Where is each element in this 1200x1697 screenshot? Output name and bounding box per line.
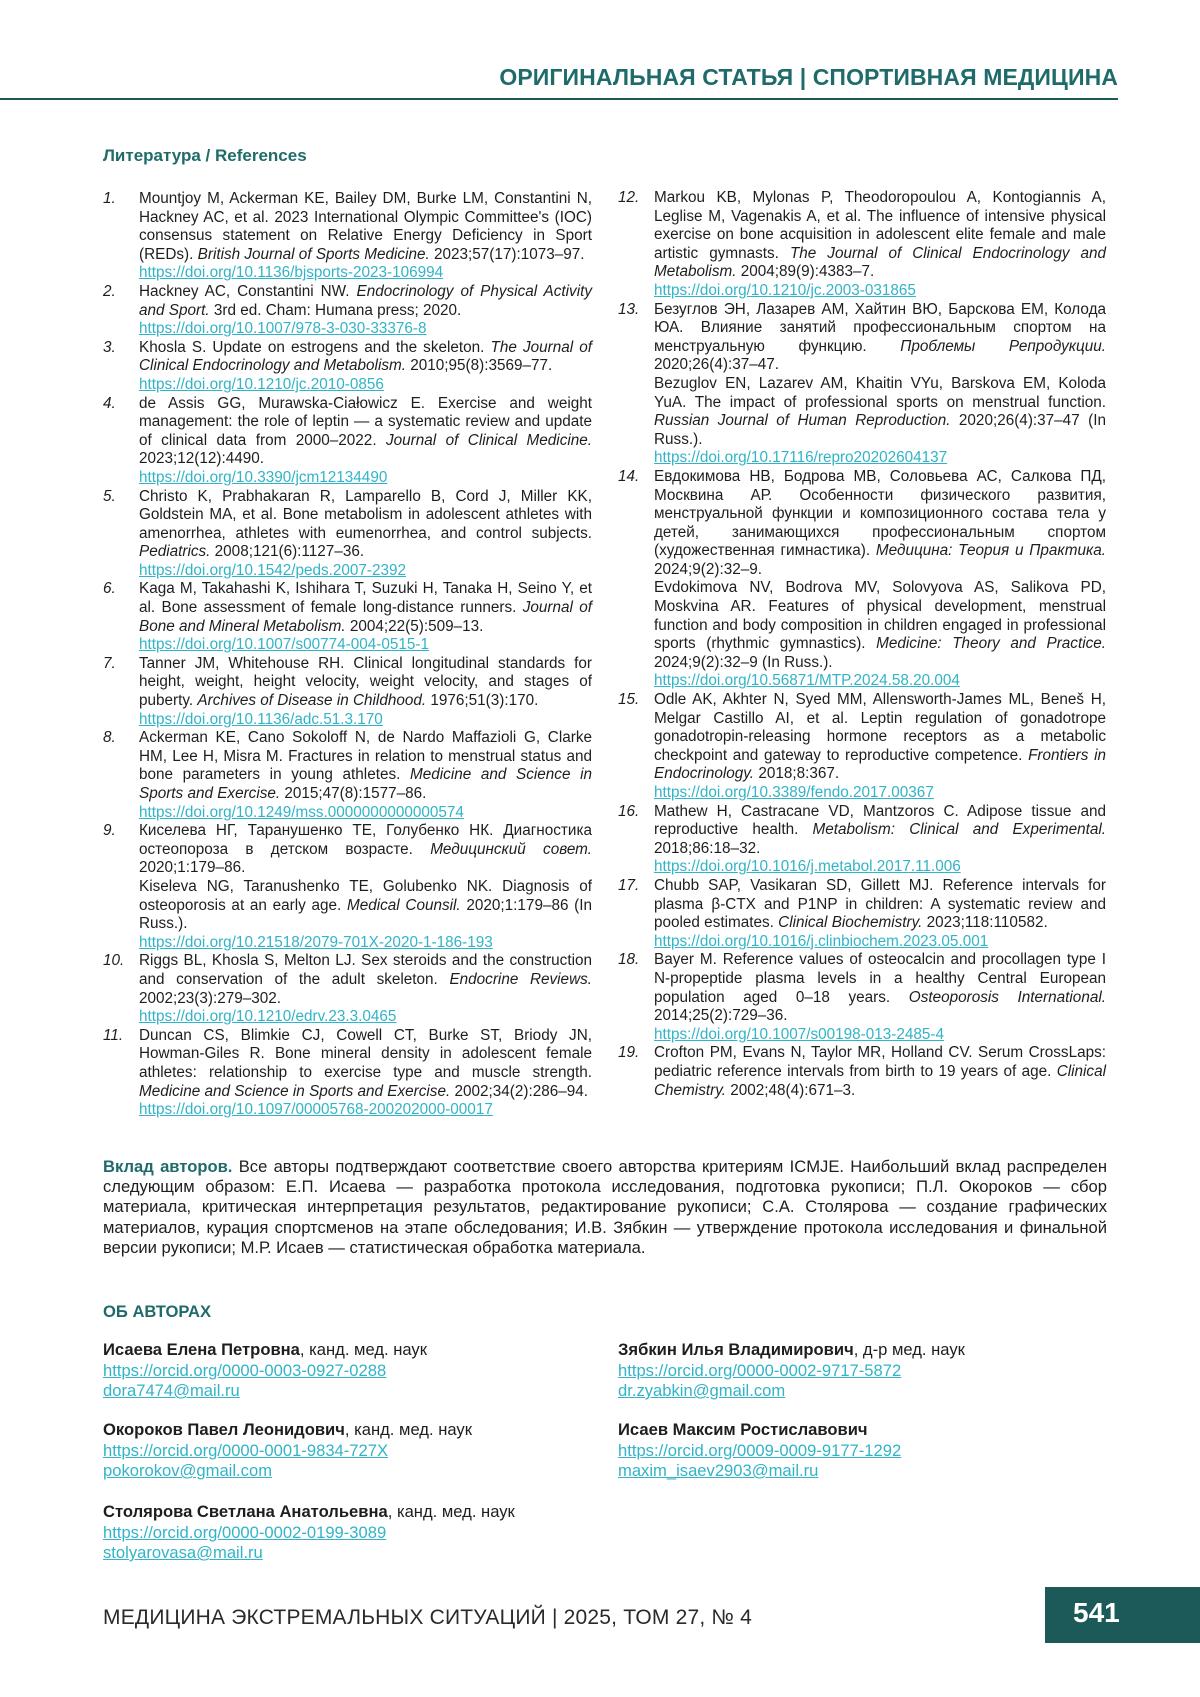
reference-doi-link[interactable]: https://doi.org/10.1249/mss.0000000000000574: [139, 803, 464, 821]
reference-doi-link[interactable]: https://doi.org/10.17116/repro20202604137: [654, 449, 948, 467]
author-contribution: [103, 1157, 1107, 1258]
reference-journal: Russian Journal of Human Reproduction.: [654, 412, 951, 430]
reference-text: [139, 580, 592, 636]
reference-item: [103, 580, 592, 654]
reference-doi-link[interactable]: https://doi.org/10.1136/adc.51.3.170: [139, 710, 383, 728]
reference-text: [139, 283, 592, 320]
page-header: [0, 58, 1118, 100]
author-degree: , канд. мед. наук: [299, 1340, 427, 1359]
reference-number: 13.: [618, 300, 640, 318]
reference-authors-title: Markou KB, Mylonas P, Theodoropoulou A, Kontogiannis A, Leglise M, Vagenakis A, et al. The influence of intensive physical exercise on bone acquisition in adolescent elite female and male artistic gymnasts.: [654, 189, 1106, 262]
author-card: [103, 1340, 427, 1402]
reference-details: 2014;25(2):729–36.: [654, 1007, 788, 1025]
reference-doi-line: [139, 320, 592, 339]
reference-number: 8.: [103, 729, 116, 747]
reference-doi-line: [139, 264, 592, 283]
footer-journal-title: МЕДИЦИНА ЭКСТРЕМАЛЬНЫХ СИТУАЦИЙ | 2025, ТОМ 27, № 4: [103, 1606, 753, 1629]
reference-doi-link[interactable]: https://doi.org/10.1542/peds.2007-2392: [139, 561, 407, 579]
reference-doi-link[interactable]: https://doi.org/10.1007/978-3-030-33376-8: [139, 320, 427, 338]
reference-text: [139, 729, 592, 803]
author-orcid-link[interactable]: https://orcid.org/0000-0002-0199-3089: [103, 1522, 387, 1542]
reference-doi-line: [654, 784, 1106, 803]
author-name: Зябкин Илья Владимирович: [618, 1340, 854, 1359]
author-email-link[interactable]: pokorokov@gmail.com: [103, 1461, 273, 1480]
reference-doi-line: [139, 711, 592, 730]
reference-authors-title: Kaga M, Takahashi K, Ishihara T, Suzuki H, Tanaka H, Seino Y, et al. Bone assessment of female long-distance runners.: [139, 580, 592, 617]
reference-doi-line: [139, 1101, 592, 1120]
references-heading: Литература / References: [103, 146, 307, 165]
reference-doi-link[interactable]: https://doi.org/10.1210/jc.2003-031865: [654, 281, 916, 299]
reference-journal: Medicine and Science in Sports and Exercise.: [139, 1082, 451, 1100]
author-name: Исаева Елена Петровна: [103, 1340, 300, 1359]
contribution-text: Все авторы подтверждают соответствие своего авторства критериям ICMJE. Наибольший вклад распределен следующим образом: Е.П. Исаева — разработка протокола исследования, подготовка рукописи; П.Л. Окороков — сбор материала, критическая интерпретация результатов, редактирование рукописи; С.А. Столярова — создание графических материалов, курация спортсменов на этапе обследования; И.В. Зябкин — утверждение протокола исследования и финальной версии рукописи; М.Р. Исаев — статистическая обработка материала.: [103, 1157, 1107, 1257]
reference-number: 18.: [618, 951, 640, 969]
references-column-left: [103, 190, 592, 1120]
reference-number: 12.: [618, 189, 640, 206]
reference-item: [618, 691, 1106, 803]
reference-number: 5.: [103, 487, 116, 505]
reference-doi-line: [139, 934, 592, 953]
reference-number: 14.: [618, 467, 640, 485]
reference-authors-title: Киселева НГ, Таранушенко ТЕ, Голубенко НК. Диагностика остеопороза в детском возрасте.: [139, 822, 592, 858]
reference-text: [654, 951, 1106, 1025]
reference-doi-line: [139, 636, 592, 655]
reference-details: 2008;121(6):1127–36.: [214, 543, 365, 561]
reference-doi-link[interactable]: https://doi.org/10.1016/j.metabol.2017.11.006: [654, 858, 961, 876]
reference-doi-link[interactable]: https://doi.org/10.1210/jc.2010-0856: [139, 375, 384, 393]
reference-doi-link[interactable]: https://doi.org/10.3390/jcm12134490: [139, 468, 388, 486]
reference-text: [654, 803, 1106, 859]
reference-authors-title: Kiseleva NG, Taranushenko TE, Golubenko NK. Diagnosis of osteoporosis at an early age.: [139, 877, 592, 914]
reference-doi-line: [139, 562, 592, 581]
reference-doi-line: [654, 449, 1106, 468]
reference-item: [103, 729, 592, 822]
reference-details: 2020;1:179–86.: [139, 859, 246, 877]
reference-number: 9.: [103, 822, 116, 840]
reference-text: [139, 952, 592, 1008]
reference-authors-title: Riggs BL, Khosla S, Melton LJ. Sex steroids and the construction and conservation of the adult skeleton.: [139, 952, 592, 988]
reference-journal: The Journal of Clinical Endocrinology and Metabolism.: [139, 338, 592, 375]
reference-doi-line: [654, 858, 1106, 877]
reference-number: 2.: [103, 282, 116, 300]
reference-number: 4.: [103, 394, 116, 412]
reference-item: [618, 1044, 1106, 1100]
reference-text: [654, 877, 1106, 933]
reference-journal: Endocrinology of Physical Activity and Sport.: [139, 282, 592, 319]
reference-authors-title: Безуглов ЭН, Лазарев АМ, Хайтин ВЮ, Барскова ЕМ, Колода ЮА. Влияние занятий профессиональным спортом на менструальную функцию.: [654, 300, 1106, 355]
reference-doi-line: [654, 933, 1106, 952]
author-card: [618, 1420, 901, 1482]
reference-journal: Медицина: Теория и Практика.: [875, 542, 1106, 560]
reference-doi-line: [139, 469, 592, 488]
author-degree: , д-р мед. наук: [853, 1340, 965, 1359]
reference-details: 2015;47(8):1577–86.: [284, 785, 427, 802]
reference-doi-link[interactable]: https://doi.org/10.1007/s00198-013-2485-4: [654, 1025, 945, 1043]
author-card: [103, 1502, 515, 1564]
reference-translation: [654, 579, 1106, 672]
reference-text: [139, 1027, 592, 1101]
reference-doi-line: [139, 804, 592, 823]
reference-translation: [139, 878, 592, 934]
reference-number: 16.: [618, 802, 640, 820]
reference-item: [618, 803, 1106, 877]
reference-journal: Journal of Bone and Mineral Metabolism.: [139, 599, 592, 635]
reference-number: 10.: [103, 952, 125, 970]
reference-item: [618, 951, 1106, 1044]
reference-number: 11.: [103, 1026, 124, 1044]
reference-authors-title: Mountjoy M, Ackerman KE, Bailey DM, Burke LM, Constantini N, Hackney AC, et al. 2023 International Olympic Committee's (IOC) consensus statement on Relative Energy Deficiency in Sport (REDs).: [139, 190, 592, 263]
reference-doi-link[interactable]: https://doi.org/10.1097/00005768-200202000-00017: [139, 1101, 493, 1119]
reference-text: [654, 691, 1106, 784]
reference-doi-link[interactable]: https://doi.org/10.21518/2079-701X-2020-1-186-193: [139, 933, 493, 951]
author-orcid-link[interactable]: https://orcid.org/0009-0009-9177-1292: [618, 1440, 902, 1460]
reference-doi-line: [654, 282, 1106, 301]
reference-text: [654, 468, 1106, 580]
reference-journal: Clinical Chemistry.: [654, 1062, 1106, 1099]
author-card: [618, 1340, 965, 1402]
reference-details: 2020;26(4):37–47 (In Russ.).: [654, 412, 1106, 448]
reference-details: 2010;95(8):3569–77.: [410, 357, 553, 375]
reference-authors-title: Odle AK, Akhter N, Syed MM, Allensworth-James ML, Beneš H, Melgar Castillo AI, et al. Leptin regulation of gonadotrope gonadotropin-releasing hormone receptors as a metabolic checkpoint and gateway to reproductive competence.: [654, 691, 1106, 764]
reference-authors-title: Chubb SAP, Vasikaran SD, Gillett MJ. Reference intervals for plasma β-CTX and P1NP in children: A systematic review and pooled estimates.: [654, 876, 1106, 932]
reference-item: [103, 822, 592, 952]
reference-authors-title: Ackerman KE, Cano Sokoloff N, de Nardo Maffazioli G, Clarke HM, Lee H, Misra M. Fractures in relation to menstrual status and bone parameters in young athletes.: [139, 729, 592, 784]
reference-details: 2020;26(4):37–47.: [654, 356, 780, 374]
reference-journal: Medicine and Science in Sports and Exercise.: [139, 766, 592, 802]
reference-doi-link[interactable]: https://doi.org/10.1016/j.clinbiochem.2023.05.001: [654, 932, 989, 950]
reference-journal: Медицинский совет.: [430, 840, 593, 858]
reference-journal: Journal of Clinical Medicine.: [386, 431, 593, 449]
reference-authors-title: Tanner JM, Whitehouse RH. Clinical longitudinal standards for height, weight, height velocity, weight velocity, and stages of puberty.: [139, 654, 592, 710]
reference-number: 7.: [103, 654, 116, 672]
reference-journal: Проблемы Репродукции.: [900, 337, 1106, 355]
author-orcid-link[interactable]: https://orcid.org/0000-0001-9834-727X: [103, 1440, 389, 1460]
reference-details: 2002;48(4):671–3.: [730, 1081, 856, 1099]
reference-details: 2024;9(2):32–9.: [654, 560, 763, 578]
reference-text: [139, 822, 592, 878]
reference-item: [103, 283, 592, 339]
page-number-box: [1045, 1587, 1200, 1643]
author-name: Окороков Павел Леонидович: [103, 1420, 345, 1439]
reference-authors-title: Bezuglov EN, Lazarev AM, Khaitin VYu, Barskova EM, Koloda YuA. The impact of professional sports on menstrual function.: [654, 374, 1106, 411]
reference-item: [103, 339, 592, 395]
reference-item: [103, 395, 592, 488]
reference-number: 1.: [103, 190, 116, 207]
reference-details: 2018;8:367.: [758, 765, 840, 783]
reference-doi-link[interactable]: https://doi.org/10.1136/bjsports-2023-106994: [139, 264, 444, 282]
reference-details: 2004;22(5):509–13.: [349, 617, 484, 635]
page-number: 541: [1073, 1597, 1120, 1628]
reference-doi-line: [139, 376, 592, 395]
reference-number: 17.: [618, 876, 640, 894]
reference-item: [618, 877, 1106, 951]
reference-doi-link[interactable]: https://doi.org/10.1007/s00774-004-0515-1: [139, 636, 430, 654]
reference-details: 2018;86:18–32.: [654, 839, 761, 857]
reference-item: [103, 952, 592, 1026]
reference-number: 6.: [103, 580, 116, 598]
reference-authors-title: Hackney AC, Constantini NW.: [139, 282, 350, 300]
reference-authors-title: Евдокимова НВ, Бодрова МВ, Соловьева АС, Салкова ПД, Москвина АР. Особенности физического развития, менструальной функции и композиционного состава тела у детей, занимающихся профессиональным спортом (художественная гимнастика).: [654, 467, 1106, 560]
reference-item: [618, 468, 1106, 691]
reference-text: [654, 301, 1106, 375]
reference-journal: Medicine: Theory and Practice.: [876, 635, 1107, 653]
reference-doi-line: [654, 1026, 1106, 1045]
reference-authors-title: Khosla S. Update on estrogens and the skeleton.: [139, 338, 485, 356]
reference-authors-title: Christo K, Prabhakaran R, Lamparello B, Cord J, Miller KK, Goldstein MA, et al. Bone metabolism in adolescent athletes with amenorrhea, athletes with eumenorrhea, and control subjects.: [139, 487, 592, 542]
author-name: Исаев Максим Ростиславович: [618, 1420, 868, 1439]
reference-doi-link[interactable]: https://doi.org/10.56871/MTP.2024.58.20.004: [654, 672, 960, 690]
reference-journal: Medical Counsil.: [346, 896, 461, 914]
about-authors-heading: ОБ АВТОРАХ: [103, 1302, 212, 1321]
reference-details: 3rd ed. Cham: Humana press; 2020.: [213, 301, 462, 319]
reference-journal: Clinical Biochemistry.: [778, 914, 923, 932]
reference-journal: Endocrine Reviews.: [449, 970, 593, 988]
reference-item: [103, 1027, 592, 1120]
reference-item: [103, 655, 592, 729]
reference-text: [654, 1044, 1106, 1100]
references-column-right: [618, 189, 1106, 1100]
reference-text: [139, 339, 592, 376]
reference-authors-title: Bayer M. Reference values of osteocalcin and procollagen type I N-propeptide plasma levels in a healthy Central European population aged 0–18 years.: [654, 951, 1106, 1006]
reference-details: 2002;23(3):279–302.: [139, 989, 282, 1007]
reference-text: [139, 190, 592, 264]
reference-doi-link[interactable]: https://doi.org/10.3389/fendo.2017.00367: [654, 784, 934, 801]
reference-authors-title: de Assis GG, Murawska-Ciałowicz E. Exercise and weight management: the role of leptin — a systematic review and update of clinical data from 2000–2022.: [139, 394, 592, 449]
reference-details: 2002;34(2):286–94.: [454, 1082, 589, 1100]
section-title: ОРИГИНАЛЬНАЯ СТАТЬЯ | СПОРТИВНАЯ МЕДИЦИНА: [499, 64, 1118, 90]
reference-item: [618, 301, 1106, 468]
author-card: [103, 1420, 472, 1482]
reference-journal: Frontiers in Endocrinology.: [654, 746, 1106, 783]
reference-journal: Archives of Disease in Childhood.: [197, 692, 427, 710]
reference-number: 3.: [103, 338, 116, 356]
reference-text: [139, 488, 592, 562]
author-orcid-link[interactable]: https://orcid.org/0000-0003-0927-0288: [103, 1360, 387, 1380]
author-degree: , канд. мед. наук: [387, 1502, 515, 1521]
reference-journal: Pediatrics.: [139, 543, 211, 561]
reference-item: [618, 189, 1106, 301]
reference-authors-title: Mathew H, Castracane VD, Mantzoros C. Adipose tissue and reproductive health.: [654, 802, 1106, 839]
author-email-link[interactable]: stolyarovasa@mail.ru: [103, 1543, 263, 1562]
reference-details: 2023;118:110582.: [926, 914, 1048, 932]
reference-text: [139, 655, 592, 711]
reference-journal: Osteoporosis International.: [908, 988, 1106, 1006]
reference-details: 2024;9(2):32–9 (In Russ.).: [654, 653, 833, 671]
reference-translation: [654, 375, 1106, 449]
reference-details: 2020;1:179–86 (In Russ.).: [139, 896, 593, 933]
reference-details: 2023;57(17):1073–97.: [434, 245, 585, 263]
reference-text: [654, 189, 1106, 282]
reference-doi-line: [139, 1008, 592, 1027]
reference-details: 2004;89(9):4383–7.: [740, 263, 875, 281]
reference-doi-link[interactable]: https://doi.org/10.1210/edrv.23.3.0465: [139, 1008, 397, 1026]
reference-number: 19.: [618, 1044, 640, 1062]
author-email-link[interactable]: dr.zyabkin@gmail.com: [618, 1381, 786, 1400]
author-email-link[interactable]: dora7474@mail.ru: [103, 1381, 240, 1400]
author-name: Столярова Светлана Анатольевна: [103, 1502, 388, 1521]
reference-details: 2023;12(12):4490.: [139, 450, 265, 468]
reference-authors-title: Duncan CS, Blimkie CJ, Cowell CT, Burke ST, Briody JN, Howman-Giles R. Bone mineral density in adolescent female athletes: relationship to exercise type and muscle strength.: [139, 1026, 592, 1081]
reference-authors-title: Evdokimova NV, Bodrova MV, Solovyova AS, Salikova PD, Moskvina AR. Features of physical development, menstrual function and body composition in children engaged in professional sports (rhythmic gymnastics).: [654, 579, 1106, 653]
reference-authors-title: Crofton PM, Evans N, Taylor MR, Holland CV. Serum CrossLaps: pediatric reference intervals from birth to 19 years of age.: [654, 1044, 1106, 1080]
reference-details: 1976;51(3):170.: [430, 692, 539, 710]
reference-journal: British Journal of Sports Medicine.: [197, 245, 430, 263]
author-email-link[interactable]: maxim_isaev2903@mail.ru: [618, 1461, 819, 1480]
reference-text: [139, 395, 592, 469]
reference-item: [103, 190, 592, 283]
author-orcid-link[interactable]: https://orcid.org/0000-0002-9717-5872: [618, 1360, 902, 1380]
reference-journal: Metabolism: Clinical and Experimental.: [812, 821, 1107, 839]
contribution-label: Вклад авторов.: [103, 1157, 233, 1176]
reference-item: [103, 488, 592, 581]
reference-doi-line: [654, 672, 1106, 691]
author-degree: , канд. мед. наук: [344, 1420, 472, 1439]
reference-number: 15.: [618, 691, 640, 709]
reference-journal: The Journal of Clinical Endocrinology and Metabolism.: [654, 244, 1107, 281]
